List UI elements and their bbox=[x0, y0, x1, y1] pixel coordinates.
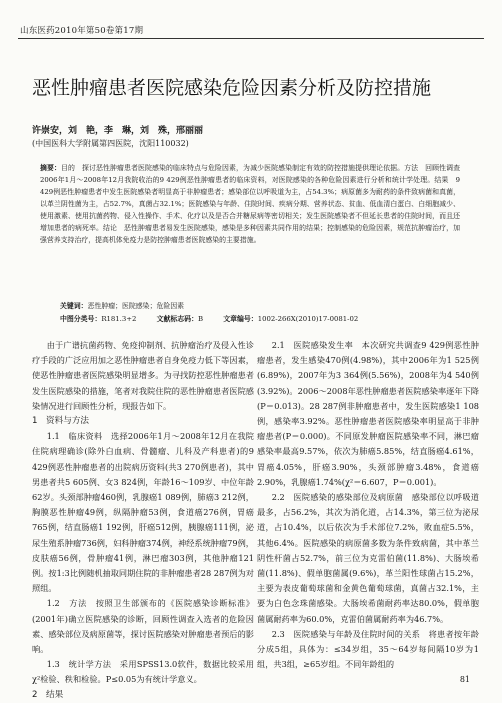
affiliation: (中国医科大学附属第四医院，沈阳110032) bbox=[32, 139, 189, 148]
document-code: 文献标志码：B bbox=[156, 315, 204, 323]
article-title: 恶性肿瘤患者医院感染危险因素分析及防控措施 bbox=[32, 76, 432, 99]
keywords bbox=[60, 300, 184, 310]
page-number: 81 bbox=[459, 675, 470, 684]
body-paragraph: 2.3 医院感染与年龄及住院时间的关系 将患者按年龄分成5组，具体为：≤34岁组，35～64岁每间隔10岁为1组，共3组，≥65岁组。不同年龄组的 bbox=[257, 628, 479, 670]
keywords-label: 关键词： bbox=[60, 302, 88, 310]
section-heading: 1 资料与方法 bbox=[32, 416, 90, 427]
article-number: 文章编号：1002-266X(2010)17-0081-02 bbox=[223, 315, 359, 323]
clc-number: 中图分类号：R181.3+2 bbox=[60, 315, 137, 323]
body-paragraph: 1.1 临床资料 选择2006年1月～2008年12月在我院住院病理确诊(除外白血病、骨髓瘤、儿科及产科患者)的9 429例恶性肿瘤患者的出院病历资料(共3 270例患者)，其中男患者共5 605例、女3 824例，年龄16～109岁、中位年龄62岁。头颈部肿瘤460例，乳腺癌1 089例，肺癌3 212例，胸膜恶性肿瘤49例，纵隔肿瘤53例，食道癌276例，胃癌765例，结直肠癌1 192例，肝癌512例，胰腺癌111例，泌尿生殖系肿瘤736例，妇科肿瘤374例，神经系统肿瘤79例，皮肤癌56例，骨肿瘤41例，淋巴瘤303例，其他肿瘤121例。按1:3比例随机抽取同期住院的非肿瘤患者28 287例为对照组。 bbox=[32, 431, 254, 594]
body-paragraph: 1.2 方法 按照卫生部颁布的《医院感染诊断标准》(2001年)确立医院感染的诊断，回顾性调查入选者的危险因素、感染部位及病原菌等，探讨医院感染对肿瘤患者预后的影响。 bbox=[32, 598, 254, 655]
body-left-column bbox=[32, 338, 254, 703]
journal-header: 山东医药2010年第50卷第17期 bbox=[20, 26, 144, 36]
classification-line bbox=[60, 313, 376, 323]
body-paragraph: 1.3 统计学方法 采用SPSS13.0软件，数据比较采用χ²检验、秩和检验。P≤0.05为有统计学意义。 bbox=[32, 659, 254, 685]
abstract bbox=[40, 162, 460, 246]
keywords-text: 恶性肿瘤；医院感染；危险因素 bbox=[87, 302, 185, 310]
abstract-text: 目的 探讨恶性肿瘤患者医院感染的临床特点与危险因素，为减少医院感染制定有效的防控措施提供理论依据。方法 回顾性调查2006年1月～2008年12月我院收治的9 429例恶性肿瘤患者的临床资料，对医院感染的各种危险因素进行分析和统计学处理。结果 9 429例恶性肿瘤患者中发生医院感染者明显高于非肿瘤患者；感染部位以呼吸道为主，占54.3%；病原菌多为耐药的条件致病菌和真菌，以革兰阴性菌为主，占52.7%，真菌占32.1%；医院感染与年龄、住院时间、疾病分期、营养状态、贫血、低血清白蛋白、白细胞减少、使用激素、使用抗菌药物、侵入性操作、手术、化疗以及是否合并糖尿病等密切相关；发生医院感染者不但延长患者的住院时间，而且还增加患者的病死率。结论 恶性肿瘤患者易发生医院感染，感染是多种因素共同作用的结果；控制感染的危险因素，规范抗肿瘤治疗，加强营养支持治疗，提高机体免疫力是防控肿瘤患者医院感染的主要措施。 bbox=[40, 164, 461, 244]
header-rule bbox=[18, 38, 484, 39]
authors: 许崇安，刘 艳，李 琳，刘 殊，邢丽丽 bbox=[32, 126, 204, 136]
body-paragraph: 由于广谱抗菌药物、免疫抑制剂、抗肿瘤治疗及侵入性诊疗手段的广泛应用加之恶性肿瘤患者自身免疫力低下等因素，使恶性肿瘤患者医院感染明显增多。为寻找防控恶性肿瘤患者发生医院感染的措施，笔者对我院住院的恶性肿瘤患者医院感染情况进行回顾性分析，现报告如下。 bbox=[32, 340, 254, 411]
section-heading: 2 结果 bbox=[32, 689, 64, 700]
abstract-label: 摘要： bbox=[40, 164, 62, 172]
body-paragraph: 2.1 医院感染发生率 本次研究共调查9 429例恶性肿瘤患者，发生感染470例(4.98%)，其中2006年为1 525例(6.89%)，2007年为3 364例(5.56%)，2008年为4 540例(3.92%)。2006～2008年恶性肿瘤患者医院感染率逐年下降(P＝0.013)。28 287例非肿瘤患者中，发生医院感染1 108例，感染率3.92%。恶性肿瘤患者医院感染率明显高于非肿瘤患者(P＝0.000)。不同原发肿瘤医院感染率不同，淋巴瘤感染率最高9.57%，依次为肺癌5.85%，结直肠癌4.61%，胃癌4.05%，肝癌3.90%，头颈部肿瘤3.48%，食道癌2.90%，乳腺癌1.74%(χ²＝6.607，P＝0.001)。 bbox=[257, 340, 479, 487]
body-paragraph: 2.2 医院感染的感染部位及病原菌 感染部位以呼吸道最多，占56.2%，其次为消化道，占14.3%，第三位为泌尿道，占10.4%，以后依次为手术部位7.2%，败血症5.5%，其他6.4%。医院感染的病原菌多数为条件致病菌，其中革兰阴性杆菌占52.7%，前三位为克雷伯菌(11.8%)、大肠埃希菌(11.8%)、假单胞菌属(9.6%)，革兰阳性球菌占15.2%，主要为表皮葡萄球菌和金黄色葡萄球菌，真菌占32.1%，主要为白色念珠菌感染。大肠埃希菌耐药率达80.0%，假单胞菌属耐药率为60.0%，克雷伯菌属耐药率为46.7%。 bbox=[257, 492, 479, 624]
body-right-column bbox=[257, 338, 479, 672]
